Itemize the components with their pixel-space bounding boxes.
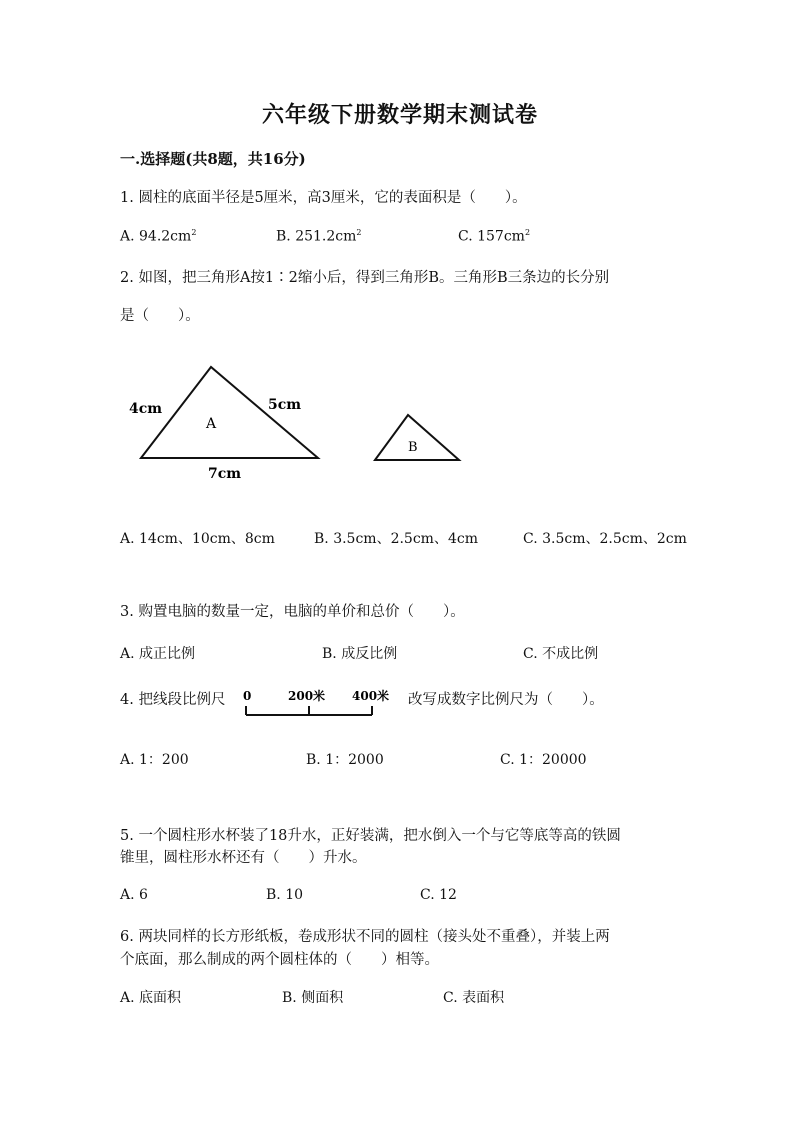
q6-option-c[interactable]: C. 表面积 (443, 990, 505, 1006)
triangle-b-label: B (408, 440, 418, 455)
q6-option-a[interactable]: A. 底面积 (120, 990, 182, 1006)
side-right-label: 5cm (268, 397, 302, 413)
question-5-line-1: 5. 一个圆柱形水杯装了18升水，正好装满，把水倒入一个与它等底等高的铁圆 (120, 828, 621, 844)
question-2-line-2: 是（ ）。 (120, 308, 200, 324)
q4-option-c[interactable]: C. 1：20000 (500, 752, 587, 768)
q5-option-a[interactable]: A. 6 (120, 887, 148, 903)
scale-end-label: 400米 (352, 689, 390, 703)
q3-option-b[interactable]: B. 成反比例 (322, 646, 398, 662)
side-left-label: 4cm (129, 401, 163, 417)
question-6-line-1: 6. 两块同样的长方形纸板，卷成形状不同的圆柱（接头处不重叠），并装上两 (120, 929, 610, 945)
question-4-suffix: 改写成数字比例尺为（ ）。 (408, 692, 604, 708)
base-label: 7cm (208, 466, 242, 482)
q5-option-b[interactable]: B. 10 (266, 887, 304, 903)
question-1-text: 1. 圆柱的底面半径是5厘米，高3厘米，它的表面积是（ ）。 (120, 190, 527, 206)
q2-option-b[interactable]: B. 3.5cm、2.5cm、4cm (314, 531, 478, 547)
triangle-a-label: A (206, 416, 217, 432)
q6-option-b[interactable]: B. 侧面积 (282, 990, 344, 1006)
question-3-text: 3. 购置电脑的数量一定，电脑的单价和总价（ ）。 (120, 604, 465, 620)
q5-option-c[interactable]: C. 12 (420, 887, 457, 903)
q4-option-b[interactable]: B. 1：2000 (306, 752, 384, 768)
scale-zero-label: 0 (243, 689, 252, 703)
q3-option-c[interactable]: C. 不成比例 (523, 646, 599, 662)
q1-option-a[interactable]: A. $94.2cm^2$ (120, 228, 197, 245)
q4-option-a[interactable]: A. 1：200 (120, 752, 189, 768)
q3-option-a[interactable]: A. 成正比例 (120, 646, 196, 662)
question-4-prefix: 4. 把线段比例尺 (120, 692, 226, 708)
page-title: 六年级下册数学期末测试卷 (261, 102, 538, 128)
q2-option-a[interactable]: A. 14cm、10cm、8cm (120, 531, 275, 547)
q1-option-c[interactable]: C. $157cm^2$ (458, 228, 531, 245)
triangle-figure (110, 350, 490, 490)
q1-option-b[interactable]: B. $251.2cm^2$ (276, 228, 362, 245)
section-heading: 一.选择题(共8题，共16分) (120, 150, 306, 168)
q2-option-c[interactable]: C. 3.5cm、2.5cm、2cm (523, 531, 687, 547)
question-6-line-2: 个底面，那么制成的两个圆柱体的（ ）相等。 (120, 952, 439, 968)
scale-mid-label: 200米 (288, 689, 326, 703)
line-scale-figure (236, 684, 406, 720)
question-2-line-1: 2. 如图，把三角形A按1∶2缩小后，得到三角形B。三角形B三条边的长分别 (120, 270, 610, 286)
question-5-line-2: 锥里，圆柱形水杯还有（ ）升水。 (120, 850, 367, 866)
